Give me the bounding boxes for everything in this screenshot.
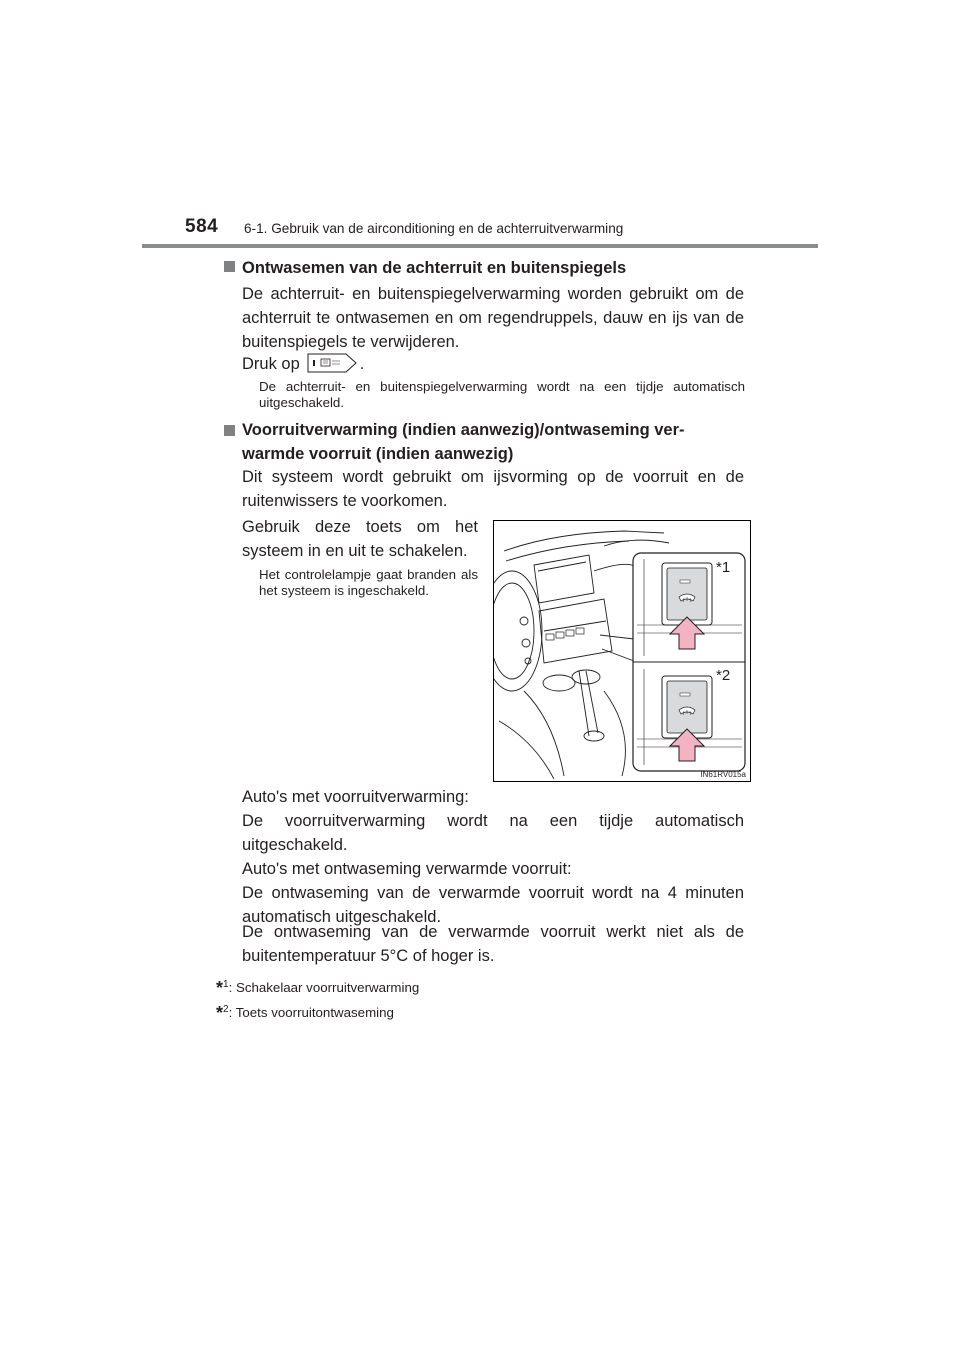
footnote-number: 1 <box>223 979 229 990</box>
rear-defog-note: De achterruit- en buitenspiegelverwarming wordt na een tijdje automatisch uitgeschakeld. <box>259 379 745 410</box>
rear-defog-instruction <box>242 352 364 376</box>
heater-paragraph <box>242 785 744 857</box>
callout-1: *1 <box>716 559 731 576</box>
defog-text: De ontwaseming van de verwarmde voorruit wordt na 4 minuten automatisch uitgeschakeld. <box>242 884 744 926</box>
windshield-indicator-note: Het controlelampje gaat branden als het systeem is ingeschakeld. <box>259 567 478 598</box>
heading-rear-defog <box>224 256 626 280</box>
heater-text: De voorruitverwarming wordt na een tijdje automatisch uitgeschakeld. <box>242 812 744 854</box>
windshield-instruction: Gebruik deze toets om het systeem in en uit te schakelen. <box>242 518 478 560</box>
rear-defogger-button-icon <box>306 352 358 374</box>
heading-windshield-line2: warmde voorruit (indien aanwezig) <box>242 445 514 463</box>
dashboard-line-drawing <box>494 521 750 781</box>
press-period: . <box>359 355 365 373</box>
header-rule <box>142 244 818 248</box>
footnote-2 <box>216 1002 394 1021</box>
page-number: 584 <box>185 216 219 237</box>
heading-windshield-heater <box>224 418 744 466</box>
rear-defog-description: De achterruit- en buitenspiegelverwarming worden gebruikt om de achterruit te ontwasemen en om regendruppels, dauw en ijs van de buitenspiegels te verwijderen. <box>242 285 744 351</box>
defog-paragraph <box>242 857 744 929</box>
footnote-marker: * <box>216 1003 224 1023</box>
footnote-text: : Toets voorruitontwaseming <box>228 1005 394 1020</box>
footnote-text: : Schakelaar voorruitverwarming <box>228 980 420 995</box>
heading-bullet-square <box>224 261 235 272</box>
heater-label: Auto's met voorruitverwarming: <box>242 788 469 806</box>
heading-rear-defog-text: Ontwasemen van de achterruit en buitenspiegels <box>242 259 627 277</box>
windshield-heater-switch-icon <box>662 563 712 625</box>
heading-bullet-square <box>224 425 235 436</box>
callout-2: *2 <box>716 667 731 684</box>
heading-windshield-line1: Voorruitverwarming (indien aanwezig)/ontwaseming ver- <box>242 421 685 439</box>
footnote-number: 2 <box>223 1004 229 1015</box>
temperature-paragraph: De ontwaseming van de verwarmde voorruit werkt niet als de buitentemperatuur 5°C of hoger is. <box>242 923 744 965</box>
press-text: Druk op <box>242 355 300 373</box>
footnote-marker: * <box>216 978 224 998</box>
dashboard-illustration <box>493 520 751 782</box>
section-running-head: 6-1. Gebruik van de airconditioning en de achterruitverwarming <box>244 221 624 236</box>
figure-code: IN61RV015a <box>700 770 746 779</box>
footnote-1 <box>216 977 419 996</box>
windshield-description: Dit systeem wordt gebruikt om ijsvorming op de voorruit en de ruitenwissers te voorkomen. <box>242 468 744 510</box>
defog-label: Auto's met ontwaseming verwarmde voorruit: <box>242 860 572 878</box>
